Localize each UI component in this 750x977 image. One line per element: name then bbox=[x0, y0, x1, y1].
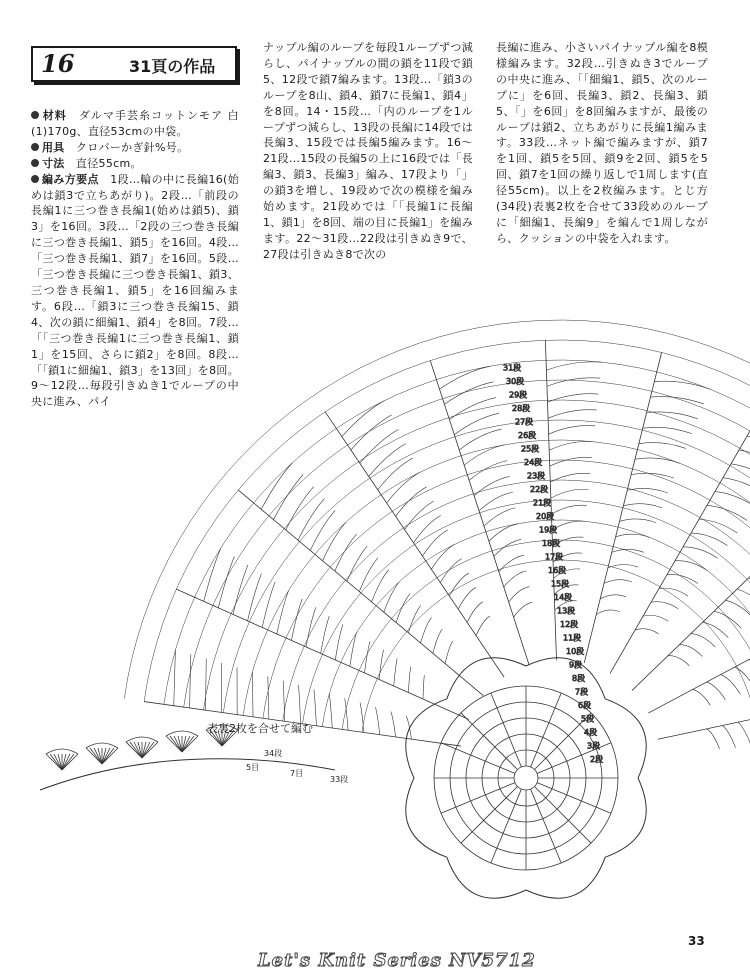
size-label: 寸法 bbox=[42, 156, 65, 170]
row-label: 29段 bbox=[509, 390, 528, 400]
page-number: 33 bbox=[688, 934, 705, 948]
row-label: 30段 bbox=[506, 377, 525, 386]
row-label: 19段 bbox=[539, 525, 558, 535]
row-label: 12段 bbox=[560, 620, 579, 629]
material-label: 材料 bbox=[42, 109, 67, 122]
instructions-column-3: 長編に進み、小さいパイナップル編を8模様編みます。32段…引きぬき3でループの中央に進み、「「細編1、鎖5、次のループに」を6回、長編3、鎖2、長編3、鎖5、「」を6回」を8回編みますが、最後のループは鎖2、立ちあがりに長編1編みます。33段…ネット編で編みますが、鎖7を1回、鎖5を5回、鎖9を2回、鎖5を5回、鎖7を1回の繰り返しで1周します(直径55cm)。以上を2枚編みます。とじ方(34段)表裏2枚を合せて33段めのループに「細編1、長編9」を編んで1周しながら、クッションの中袋を入れます。 bbox=[496, 41, 708, 245]
series-footer: Let's Knit Series NV5712 bbox=[258, 950, 536, 971]
instructions-column-2: ナップル編のループを毎段1ループずつ減らし、パイナップルの間の鎖を11段で鎖5、12段で鎖7編みます。13段…「鎖3のループを8山、鎖4、鎖7に長編1、鎖4」を8回。14・15段…「内のループを1ループずつ減らし、13段の長編に14段では長編3、15段では長編5編みます。16〜21段…15段の長編5の上に16段では「長編3、鎖3、長編3」編み、17段より「」の鎖3を増し、19段めで次の模様を編み始めます。21段めでは「「長編1に長編1、鎖1」を8回、端の目に長編1」を編みます。22〜31段…22段は引きぬき9で、27段は引きぬき8で次の bbox=[263, 41, 473, 261]
point-text: 1段…輪の中に長編16(始めは鎖3で立ちあがり)。2段…「前段の長編1に三つ巻き長編1(始めは鎖5)、鎖3」を16回。3段…「2段の三つ巻き長編に三つ巻き長編1、鎖5」を16回。4段…「三つ巻き長編1、鎖7」を16回。5段…「三つ巻き長編に三つ巻き長編1、鎖3、三つ巻き長編1、鎖5」を16回編みます。6段…「鎖3に三つ巻き長編15、鎖4、次の鎖に細編1、鎖4」を8回。7段…「「三つ巻き長編1に三つ巻き長編1、鎖1」を15回、さらに鎖2」を8回。8段…「「鎖1に細編1、鎖3」を13回」を8回。9〜12段…毎段引きぬき1でループの中央に進み、パイ bbox=[31, 172, 239, 409]
row-label: 25段 bbox=[521, 444, 540, 454]
row-label: 9段 bbox=[569, 660, 583, 670]
row-label: 26段 bbox=[518, 431, 537, 440]
pattern-number: 16 bbox=[41, 49, 75, 78]
material-text: ダルマ手芸糸コットンモア 白(1)170g、直径53cmの中袋。 bbox=[31, 109, 239, 138]
row-label: 27段 bbox=[515, 417, 534, 427]
row-label: 11段 bbox=[563, 633, 582, 643]
row-label: 3段 bbox=[587, 741, 601, 751]
row-label: 18段 bbox=[542, 539, 561, 548]
row-label: 6段 bbox=[578, 701, 592, 710]
row-label: 2段 bbox=[590, 755, 604, 764]
row-label: 16段 bbox=[548, 566, 567, 575]
row-label: 23段 bbox=[527, 471, 546, 481]
row-label: 13段 bbox=[557, 606, 576, 616]
edge-label-row33: 33段 bbox=[330, 775, 349, 784]
row-label: 20段 bbox=[536, 512, 555, 521]
row-label: 4段 bbox=[584, 728, 598, 737]
tool-text: クロバーかぎ針%号。 bbox=[75, 140, 189, 154]
pattern-title: 31頁の作品 bbox=[129, 57, 216, 76]
edge-label-stitch5: 5目 bbox=[246, 763, 260, 772]
row-label: 15段 bbox=[551, 579, 570, 589]
row-label: 31段 bbox=[503, 363, 522, 373]
row-label: 28段 bbox=[512, 404, 531, 413]
point-label: 編み方要点 bbox=[42, 172, 99, 186]
row-label: 10段 bbox=[566, 647, 585, 656]
row-label: 22段 bbox=[530, 485, 549, 494]
row-label: 24段 bbox=[524, 458, 543, 467]
edging-caption: 表裏2枚を合せて編む bbox=[207, 722, 313, 735]
edge-label-row34: 34段 bbox=[264, 749, 283, 758]
doily-diagram bbox=[124, 320, 750, 898]
row-label: 5段 bbox=[581, 714, 595, 724]
row-label: 21段 bbox=[533, 498, 552, 508]
tool-label: 用具 bbox=[42, 140, 65, 154]
row-label: 8段 bbox=[572, 674, 586, 683]
size-text: 直径55cm。 bbox=[75, 156, 142, 170]
edge-label-stitch7: 7目 bbox=[290, 769, 304, 778]
row-label: 17段 bbox=[545, 552, 564, 562]
row-label: 7段 bbox=[575, 687, 589, 697]
row-label: 14段 bbox=[554, 593, 573, 602]
